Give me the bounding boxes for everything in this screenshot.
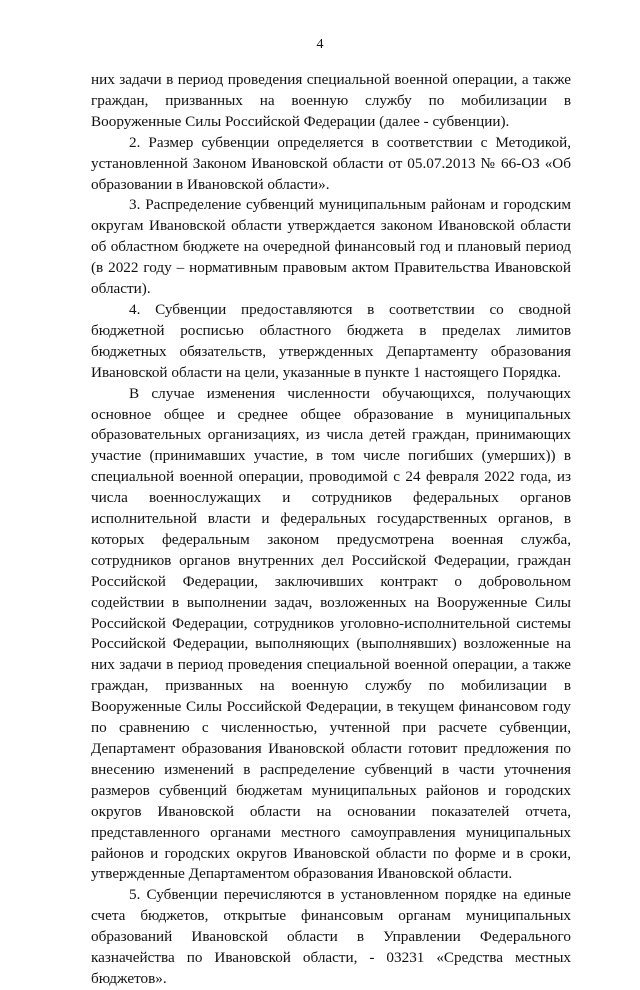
paragraph-item-2: 2. Размер субвенции определяется в соответствии с Методикой, установленной Законом Ивановской области от 05.07.2013 № 66-ОЗ «Об образовании в Ивановской области». xyxy=(91,133,571,193)
paragraph-item-4-change-case: В случае изменения численности обучающихся, получающих основное общее и среднее общее образование в муниципальных образовательных организациях, из числа детей граждан, принимающих участие (принимавших участие, в том числе погибших (умерших)) в специальной военной операции, проводимой с 24 февраля 2022 года, из числа военнослужащих и сотрудников федеральных органов исполнительной власти и федеральных государственных органов, в которых федеральным законом предусмотрена военная служба, сотрудников органов внутренних дел Российской Федерации, граждан Российской Федерации, заключивших контракт о добровольном содействии в выполнении задач, возложенных на Вооруженные Силы Российской Федерации, сотрудников уголовно-исполнительной системы Российской Федерации, выполняющих (выполнявших) возложенные на них задачи в период проведения специальной военной операции, а также граждан, призванных на военную службу по мобилизации в Вооруженные Силы Российской Федерации, в текущем финансовом году по сравнению с численностью, учтенной при расчете субвенции, Департамент образования Ивановской области готовит предложения по внесению изменений в распределение субвенций в части уточнения размеров субвенций бюджетам муниципальных районов и городских округов Ивановской области на основании показателей отчета, представленного органами местного самоуправления муниципальных районов и городских округов Ивановской области по форме и в сроки, утвержденные Департаментом образования Ивановской области. xyxy=(91,384,571,883)
paragraph-item-5: 5. Субвенции перечисляются в установленном порядке на единые счета бюджетов, открытые финансовым органам муниципальных образований Ивановской области в Управлении Федерального казначейства по Ивановской области, - 03231 «Средства местных бюджетов». xyxy=(91,886,571,987)
page-number: 4 xyxy=(316,37,324,52)
paragraph-item-4: 4. Субвенции предоставляются в соответствии со сводной бюджетной росписью областного бюджета в пределах лимитов бюджетных обязательств, утвержденных Департаменту образования Ивановской области на цели, указанные в пункте 1 настоящего Порядка. xyxy=(91,300,571,381)
document-body xyxy=(91,70,571,990)
paragraph-continuation: них задачи в период проведения специальной военной операции, а также граждан, призванных на военную службу по мобилизации в Вооруженные Силы Российской Федерации (далее - субвенции). xyxy=(91,71,571,130)
paragraph-item-3: 3. Распределение субвенций муниципальным районам и городским округам Ивановской области утверждается законом Ивановской области об областном бюджете на очередной финансовый год и плановый период (в 2022 году – нормативным правовым актом Правительства Ивановской области). xyxy=(91,196,571,298)
